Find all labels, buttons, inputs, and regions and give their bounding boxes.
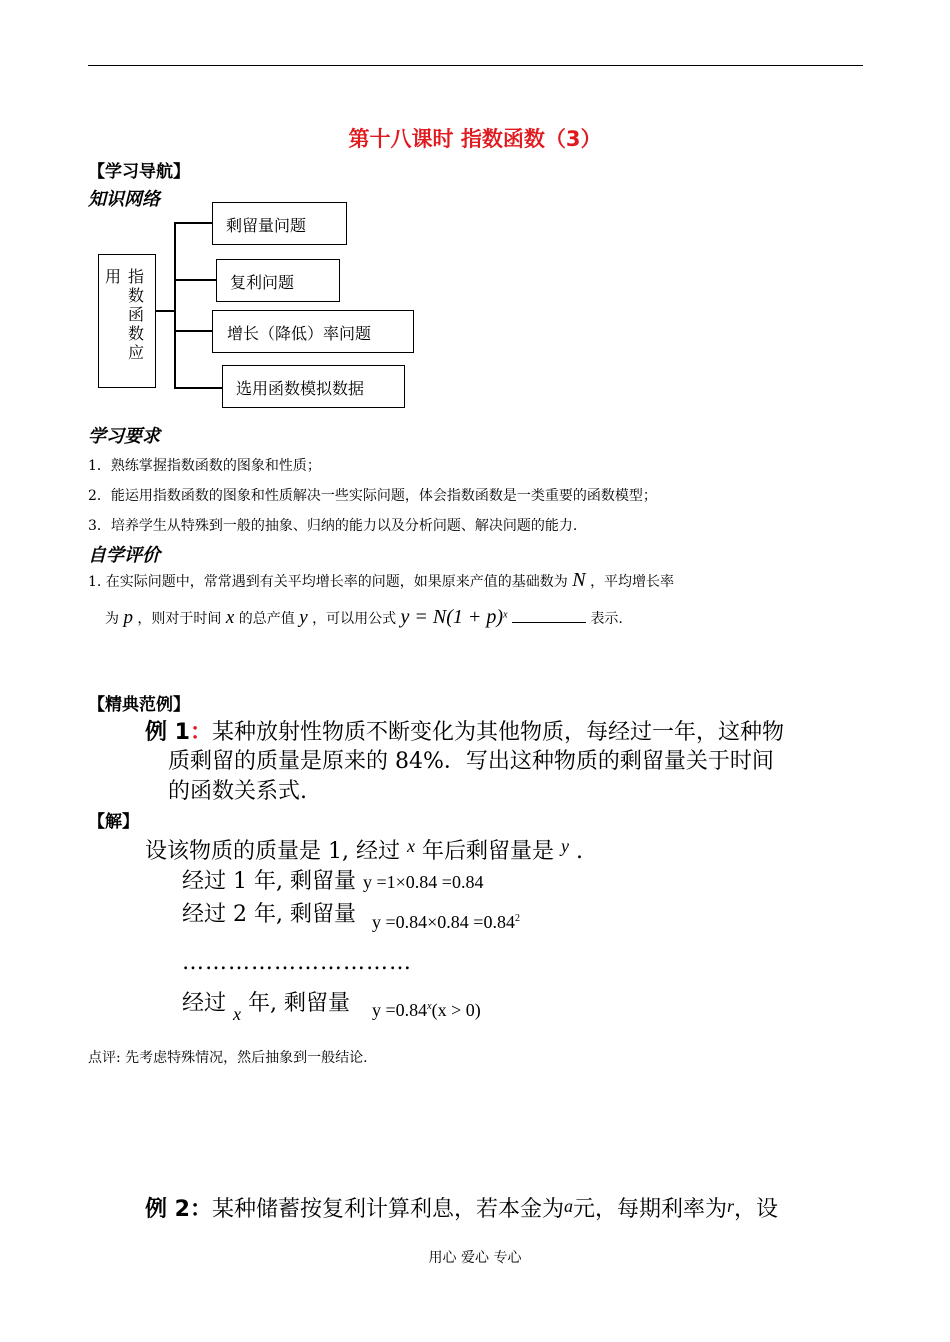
requirement-item: 1．熟练掌握指数函数的图象和性质； [88, 458, 321, 474]
example2-label: 例 2 [145, 1197, 190, 1222]
diagram-branch-label: 复利问题 [230, 273, 295, 292]
solution-step1: 经过 1 年, 剩留量 y =1×0.84 =0.84 [182, 869, 484, 894]
diagram-branch-box [212, 310, 414, 353]
diagram-branch-box [222, 365, 405, 408]
diagram-branch-label: 选用函数模拟数据 [236, 379, 365, 398]
diagram-root-col1: 用 [105, 267, 122, 286]
section-self-eval: 自学评价 [88, 545, 160, 566]
self-eval-line2: 为 p ，则对于时间 x 的总产值 y ，可以用公式 $y = N(1 + p)^x$ 表示. [105, 606, 623, 628]
page-title: 第十八课时 指数函数（3） [348, 127, 602, 151]
section-solution: 【解】 [88, 812, 139, 832]
diagram-root-col2: 指数函数应 [128, 267, 145, 362]
example1-line1: 例 1：某种放射性物质不断变化为其他物质，每经过一年，这种物 [145, 719, 784, 745]
requirement-item: 2．能运用指数函数的图象和性质解决一些实际问题，体会指数函数是一类重要的函数模型； [88, 488, 657, 504]
solution-step3-formula: $y =0.84^x(x > 0)$ [372, 1000, 481, 1020]
section-knowledge-network: 知识网络 [88, 189, 160, 210]
page-footer: 用心 爱心 专心 [428, 1250, 522, 1266]
diagram-branch-box [212, 202, 347, 245]
diagram-branch-line [174, 222, 212, 224]
section-requirements: 学习要求 [88, 426, 160, 447]
solution-step2-text: 经过 2 年, 剩留量 [182, 902, 356, 927]
diagram-branch-label: 剩留量问题 [226, 216, 307, 235]
example1-line3: 的函数关系式. [168, 779, 307, 804]
section-guide: 【学习导航】 [88, 162, 190, 182]
solution-step2-formula: $y =0.84\times 0.84 =0.84^2$ [372, 912, 520, 932]
self-eval-line1: 1. 在实际问题中，常常遇到有关平均增长率的问题，如果原来产值的基础数为 N ，平均增长率 [88, 569, 675, 591]
solution-comment: 点评: 先考虑特殊情况，然后抽象到一般结论. [88, 1050, 368, 1066]
header-rule [88, 65, 863, 66]
example2-line1: 例 2：某种储蓄按复利计算利息，若本金为a元，每期利率为r，设 [145, 1196, 779, 1222]
diagram-root-box [98, 254, 156, 388]
diagram-branch-label: 增长（降低）率问题 [227, 324, 372, 343]
var-p: p [123, 607, 133, 628]
solution-step3-text: 经过 $_x$ 年, 剩留量 [182, 991, 351, 1024]
solution-line1: 设该物质的质量是 1, 经过 $^x$ 年后剩留量是 $^y$ . [145, 836, 583, 864]
diagram-branch-line [174, 330, 212, 332]
var-y: y [299, 607, 308, 628]
section-examples: 【精典范例】 [88, 695, 190, 715]
diagram-branch-line [174, 387, 222, 389]
solution-dots: ………………………… [182, 950, 412, 975]
example1-label: 例 1 [145, 720, 190, 745]
formula-compound: y = N(1 + p) [400, 606, 504, 628]
var-N: N [572, 569, 586, 591]
example1-line2: 质剩留的质量是原来的 84%．写出这种物质的剩留量关于时间 [168, 749, 774, 774]
diagram-branch-box [216, 259, 340, 302]
diagram-spine [174, 222, 176, 388]
fill-blank [512, 608, 586, 623]
requirement-item: 3．培养学生从特殊到一般的抽象、归纳的能力以及分析问题、解决问题的能力. [88, 518, 578, 534]
diagram-connector [156, 310, 175, 312]
var-x: x [225, 607, 235, 628]
diagram-branch-line [174, 279, 216, 281]
